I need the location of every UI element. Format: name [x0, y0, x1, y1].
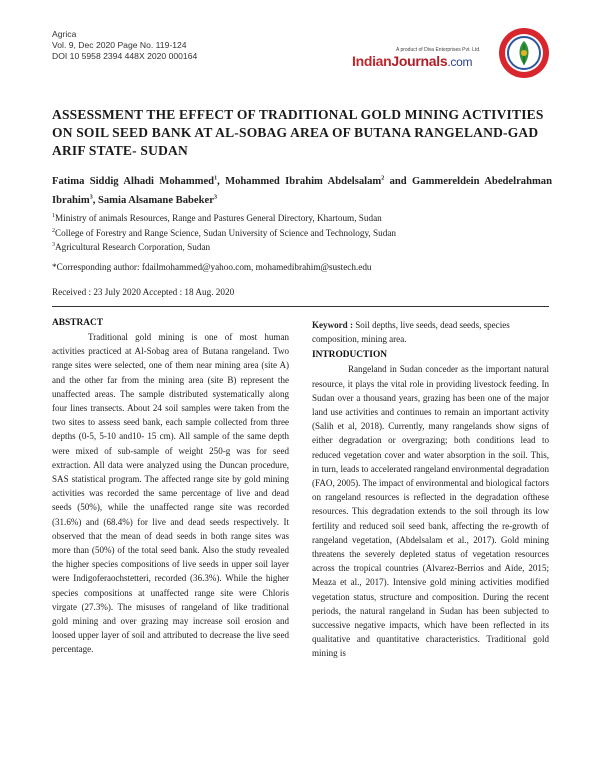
logo-brand-journals: Journals: [391, 53, 448, 69]
logo-wordmark: [352, 53, 472, 69]
divider: [52, 306, 549, 307]
corresponding-author: *Corresponding author: fdailmohammed@yahoo.com, mohamedibrahim@sustech.edu: [52, 262, 372, 272]
received-accepted-dates: Received : 23 July 2020 Accepted : 18 Aug. 2020: [52, 287, 235, 297]
author: Mohammed Ibrahim Abdelsalam$^2$ and: [225, 175, 413, 187]
publisher-logo: [352, 27, 550, 87]
journal-volume: Vol. 9, Dec 2020 Page No. 119-124: [52, 40, 187, 50]
journal-doi: DOI 10 5958 2394 448X 2020 000164: [52, 51, 198, 61]
abstract-column: [52, 318, 289, 657]
journal-meta: [52, 29, 197, 62]
author: Fatima Siddig Alhadi Mohammed$^1$,: [52, 175, 226, 187]
right-column: [312, 318, 549, 661]
journal-seal-icon: [498, 27, 550, 79]
affiliation-list: [52, 210, 552, 254]
keywords: [312, 318, 549, 346]
author-list: [52, 170, 552, 209]
logo-brand-domain: .com: [447, 55, 473, 69]
journal-name: Agrica: [52, 29, 77, 39]
article-title: ASSESSMENT THE EFFECT OF TRADITIONAL GOLD MINING ACTIVITIES ON SOIL SEED BANK AT AL-SOBAG AREA OF BUTANA RANGELAND-GAD ARIF STATE- SUDAN: [52, 107, 544, 158]
keywords-label: Keyword :: [312, 320, 353, 330]
abstract-heading: ABSTRACT: [52, 318, 104, 328]
affiliation: $^2$College of Forestry and Range Science, Sudan University of Science and Technology, Sudan: [52, 227, 396, 238]
author: Gammereldein Abedelrahman Ibrahim$^3$,: [52, 175, 552, 207]
author: Samia Alsamane Babeker$^3$: [97, 194, 217, 207]
introduction-text: Rangeland in Sudan conceder as the important natural resource, it plays the vital role in providing livestock feeding. In Sudan over a thousand years, grazing has been one of the major land use activities and continues to remain an important activity (Salih et al, 2018). Currently, many rangelands show signs of either degradation or overgrazing; both conditions lead to reduced vegetation cover and water absorption in the soil. This, in turn, leads to accelerated rangeland environmental degradation (FAO, 2005). The impact of environmental and biological factors on rangeland resources is reflected in the degradation ofthese resources. This degradation extends to the soil through its low fertility and reduced soil seed bank, affecting the re-growth of rangeland vegetation, (Abdelsalam et al., 2017). Gold mining threatens the severely depleted status of vegetation resources across the tropical countries (Alvarez-Berrios and Aide, 2015; Meaza et al., 2017). Intensive gold mining activities modified vegetation status, structure and composition. During the recent periods, the natural rangeland in Sudan has been subjected to successive negative impacts, which have been reflected in its qualitative and quantitative characteristics. Traditional gold mining is: [312, 364, 549, 659]
introduction-heading: INTRODUCTION: [312, 350, 388, 361]
logo-tagline: A product of Diva Enterprises Pvt. Ltd.: [396, 47, 481, 53]
affiliation: $^1$Ministry of animals Resources, Range and Pastures General Directory, Khartoum, Sudan: [52, 213, 382, 224]
abstract-text: Traditional gold mining is one of most human activities practiced at Al-Sobag area of Butana rangeland. Two range sites were selected, one of them near mining area (site A) and the other far from the mining area (site B) represent the unaffected areas. The sample distributed systematically along four lines transects. About 24 soil samples were taken from the two sites to assess seed bank, each sample collected from three depths (0-5, 5-10 and10- 15 cm). All sample of the same depth were mixed of sub-sample of weight 250-g was for seed extraction. All data were analyzed using the Duncan procedure, SAS statistical program. The affected range site by gold mining activities was recorded the same percentage of live and dead seeds (50%), while the unaffected range site was recorded (31.6%) and (68.4%) for live and dead seeds respectively. It observed that the mean of dead seeds in both range sites was more than (50%) of the total seed bank. Also the study revealed the higher species compositions of live seeds in upper soil layer were Indigoferaochstetteri, recorded (36.3%). While the higher species compositions at unaffected range site were Chloris virgate (27.3%). The misuses of rangeland of like traditional gold mining and over grazing may increase soil erosion and loosed upper layer of soil and attributed to decrease the live seed percentage.: [52, 332, 289, 655]
affiliation: $^3$Agricultural Research Corporation, Sudan: [52, 242, 211, 253]
keywords-text: Soil depths, live seeds, dead seeds, species composition, mining area.: [312, 320, 510, 345]
logo-brand-main: Indian: [352, 53, 392, 69]
